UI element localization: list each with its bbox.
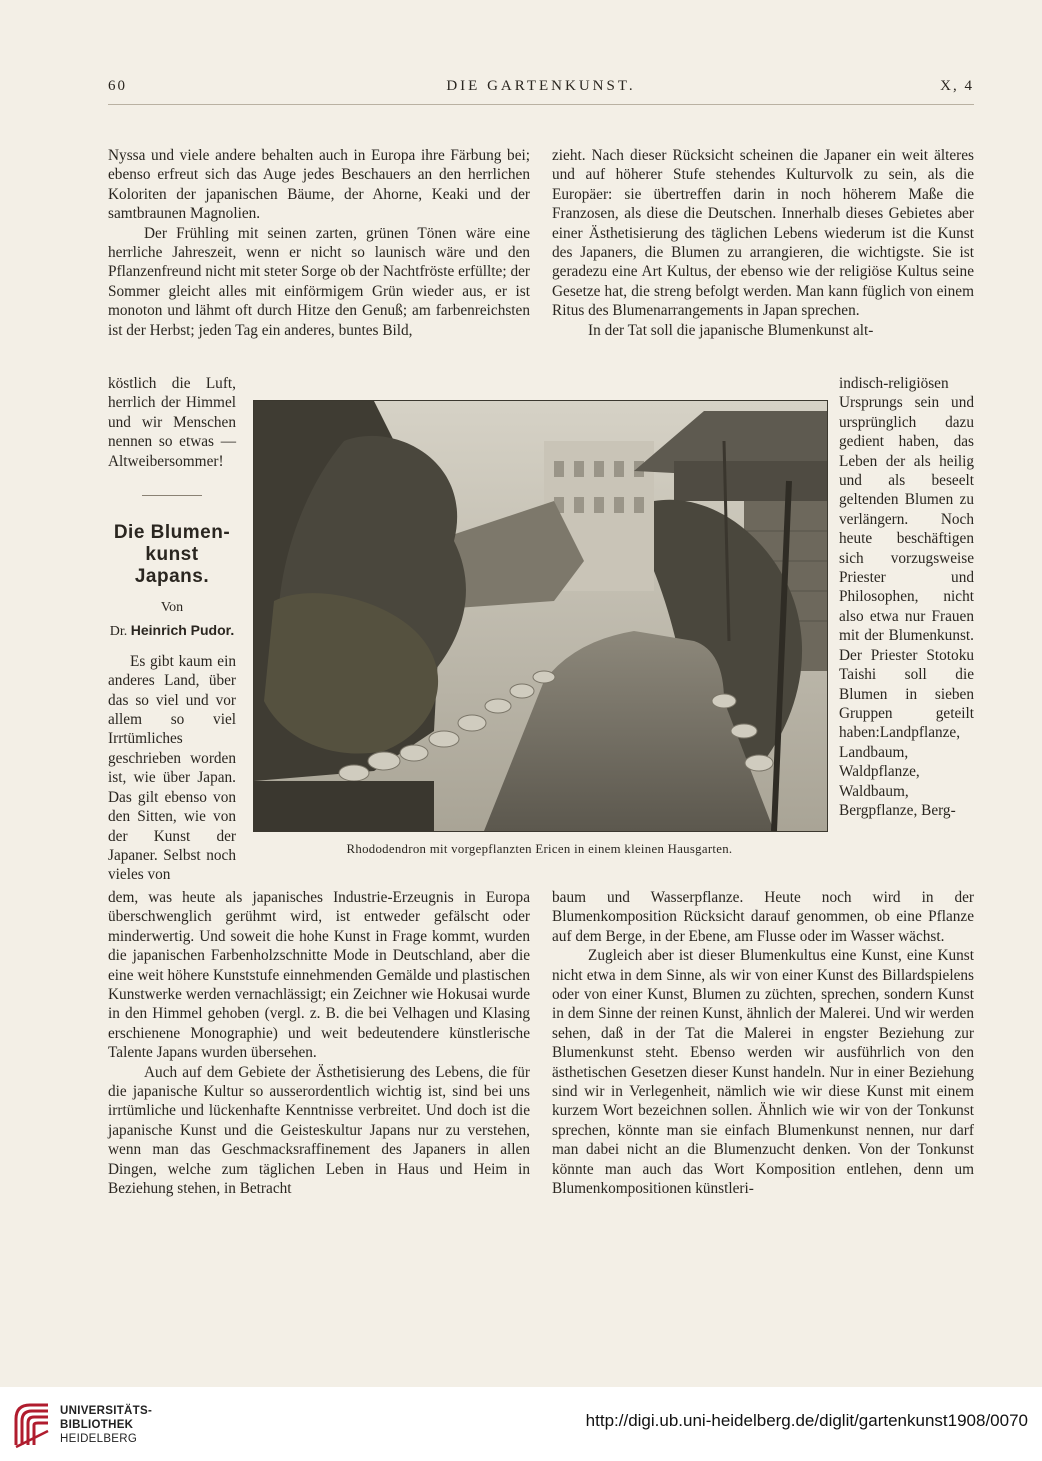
library-logo-icon (12, 1401, 52, 1449)
article-title (108, 522, 236, 588)
volume-issue: X, 4 (940, 78, 974, 94)
right-column-bottom (552, 888, 974, 1199)
paragraph: dem, was heute als japanisches Industrie-Erzeugnis in Europa überschwenglich gerühmt wird, ist entweder gefälscht oder minderwertig. Und soweit die hohe Kunst in Frage kommt, wurden die japanischen Farbenholzschnitte Mode in Deutschland, aber die eine weit höhere Kunststufe einnehmenden Gemälde und plastischen Kunstwerke werden vernachlässigt; ein Zeichner wie Hokusai wurde in den Himmel gehoben (vergl. z. B. die bei Velhagen und Klasing erschienene Monographie) und weit bedeutendere künstlerische Talente Japans wurden übersehen. (108, 889, 530, 1062)
paragraph: köstlich die Luft, herrlich der Himmel und wir Menschen nennen so etwas — Altweibersommer! (108, 375, 236, 470)
paragraph: indisch-religiösen Ursprungs sein und ursprünglich dazu gedient haben, das Leben der als heilig und als beseelt geltenden Blumen zu verlängern. Noch heute beschäftigen sich vorzugsweise Priester und Philosophen, nicht also etwa nur Frauen mit der Blumenkunst. Der Priester Stotoku Taishi soll die Blumen in sieben Gruppen geteilt haben:Landpflanze, Landbaum, Waldpflanze, Waldbaum, Bergpflanze, Berg- (839, 375, 974, 819)
garden-photograph (253, 400, 828, 832)
paragraph: Es gibt kaum ein anderes Land, über das so viel und vor allem so viel Irrtümliches geschrieben worden ist, wie über Japan. Das gilt ebenso von den Sitten, wie von der Kunst der Japaner. Selbst noch vieles von (108, 652, 236, 884)
left-column-bottom (108, 888, 530, 1199)
article-title-line: Die Blumen- (113, 522, 231, 544)
garden-photo-illustration (254, 401, 827, 831)
article-author (108, 621, 236, 641)
paragraph: Zugleich aber ist dieser Blumenkultus eine Kunst, eine Kunst nicht etwa in dem Sinne, als wir von einer Kunst des Billardspielens oder von einer Kunst, Blumen zu züchten, sprechen, sondern Kunst in dem Sinne der reinen Kunst, ähnlich der Malerei. Und wir werden sehen, daß in der Tat die Malerei in engster Beziehung zur Blumenkunst steht. Ebenso werden wir ausführlich von den ästhetischen Gesetzen dieser Kunst handeln. Nur in einer Beziehung sind wir in Verlegenheit, nämlich wie wir diese Kunst mit einem kurzem Wort bezeichnen sollen. Ähnlich wie wir von der Tonkunst sprechen, könnte man sie einfach Blumenkunst nennen, nur darf man dabei nicht an die Blumenzucht denken. Von der Tonkunst könnte man auch das Wort Komposition entlehen, denn um Blumenkompositionen künstleri- (552, 947, 974, 1198)
paragraph: Der Frühling mit seinen zarten, grünen Tönen wäre eine herrliche Jahreszeit, wenn er nicht so launisch wäre und den Pflanzenfreund nicht mit steter Sorge ob der Nachtfröste erfüllte; der Sommer gleicht alles mit einförmigem Grün wieder aus, er ist monoton und lähmt oft durch Hitze den Genuß; am farbenreichsten ist der Herbst; jeden Tag ein anderes, buntes Bild, (108, 224, 530, 339)
journal-title: DIE GARTENKUNST. (446, 78, 636, 94)
library-name-line: BIBLIOTHEK (60, 1419, 134, 1431)
page-number: 60 (108, 78, 127, 94)
left-column-beside-figure (108, 374, 236, 885)
paragraph: Auch auf dem Gebiete der Ästhetisierung des Lebens, die für die japanische Kultur so ausserordentlich wichtig ist, sind bei uns irrtümliche und lückenhafte Kenntnisse verbreitet. Und doch ist die japanische Kunst und die Geisteskultur Japans nur zu verstehen, wenn man das Geschmacksraffinement des Japaners in allen Dingen, welche zum täglichen Leben in Haus und Heim in Beziehung stehen, in Betracht (108, 1063, 530, 1198)
author-prefix: Dr. (109, 624, 128, 640)
author-name: Heinrich Pudor. (130, 622, 235, 639)
right-column-top (552, 146, 974, 340)
left-column-top (108, 146, 530, 340)
article-title-line: kunst Japans. (134, 544, 210, 588)
library-name-line: HEIDELBERG (60, 1433, 138, 1445)
paragraph: zieht. Nach dieser Rücksicht scheinen die Japaner ein weit älteres und auf höherer Stufe stehendes Kulturvolk zu sein, als die Europäer: sie übertreffen darin in noch höherem Maße die Franzosen, als diese die Deutschen. Innerhalb dieses Gebietes aber einer Ästhetisierung des täglichen Lebens wiederum ist die Kunst des Japaners, die Blumen zu arrangieren, die wichtigste. Sie ist geradezu eine Art Kultus, der ebenso wie der religiöse Kultus seine Gesetze hat, die streng befolgt werden. Man kann füglich von einem Ritus des Blumenarrangements in Japan sprechen. (552, 147, 974, 320)
library-name-line: UNIVERSITÄTS- (60, 1405, 153, 1417)
library-footer (0, 1387, 1042, 1461)
paragraph: Nyssa und viele andere behalten auch in Europa ihre Färbung bei; ebenso erfreut sich das Auge jedes Beschauers an den herrlichen Koloriten der japanischen Bäume, der Ahorne, Keaki und der samtbraunen Magnolien. (108, 147, 530, 223)
running-head (108, 78, 974, 102)
paragraph: baum und Wasserpflanze. Heute noch wird in der Blumenkomposition Rücksicht darauf genommen, ob eine Pflanze auf dem Berge, in der Ebene, am Flusse oder im Wasser wächst. (552, 889, 974, 945)
source-url-link[interactable]: http://digi.ub.uni-heidelberg.de/diglit/gartenkunst1908/0070 (585, 1411, 1028, 1430)
paragraph: In der Tat soll die japanische Blumenkunst alt- (588, 321, 874, 339)
library-name (60, 1404, 152, 1446)
header-rule (108, 104, 974, 105)
right-column-beside-figure (839, 374, 974, 820)
figure-caption: Rhododendron mit vorgepflanzten Ericen in einem kleinen Hausgarten. (346, 842, 733, 856)
section-divider (142, 495, 202, 496)
article-byline-von: Von (160, 600, 184, 616)
